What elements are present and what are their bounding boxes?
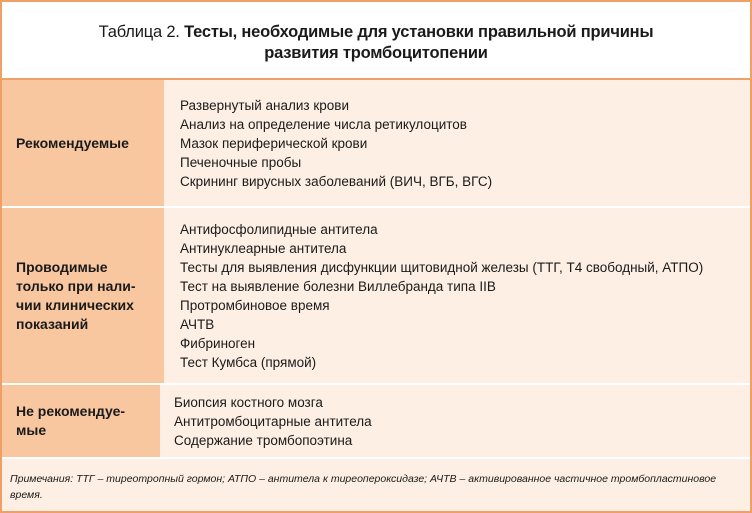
label-line: показаний (16, 315, 89, 332)
list-item: Печеночные пробы (180, 154, 302, 170)
row-items (164, 208, 750, 383)
list-item: Развернутый анализ крови (180, 97, 349, 113)
list-item: Фибриноген (180, 335, 256, 351)
row-label-text (16, 258, 136, 334)
row-label-text (16, 402, 125, 440)
list-item: Биопсия костного мозга (174, 394, 323, 410)
row-items (164, 80, 750, 206)
label-line: чии клинических (16, 296, 134, 313)
table-title (2, 2, 750, 80)
label-line: только при нали- (16, 277, 136, 294)
label-line: Не рекомендуе- (16, 403, 126, 419)
list-item: Содержание тромбопоэтина (174, 432, 353, 448)
row-label (2, 80, 164, 206)
list-item: Анализ на определение числа ретикулоцитов (180, 116, 467, 132)
label-line: мые (16, 422, 47, 438)
list-item: Протромбиновое время (180, 297, 330, 313)
table-number: Таблица 2. (98, 23, 180, 41)
table-notes: Примечания: ТТГ – тиреотропный гормон; АТПО – антитела к тиреопероксидазе; АЧТВ – активированное частичное тромбопластиновое время. (2, 459, 750, 511)
row-label (2, 385, 160, 457)
list-item: Антитромбоцитарные антитела (174, 413, 372, 429)
list-item: Тест на выявление болезни Виллебранда типа IIB (180, 278, 496, 294)
row-label (2, 208, 164, 383)
list-item: Мазок периферической крови (180, 135, 368, 151)
table-row-conditional (2, 208, 750, 385)
row-label-text: Рекомендуемые (16, 134, 129, 151)
list-item: Скрининг вирусных заболеваний (ВИЧ, ВГБ, ВГС) (180, 173, 493, 189)
title-line-2: развития тромбоцитопении (264, 44, 488, 62)
list-item: Антинуклеарные антитела (180, 240, 347, 256)
title-line-1: Тесты, необходимые для установки правильной причины (184, 23, 654, 41)
list-item: АЧТВ (180, 316, 215, 332)
row-items (160, 385, 750, 457)
table-row-recommended (2, 80, 750, 208)
list-item: Тесты для выявления дисфункции щитовидной железы (ТТГ, Т4 свободный, АТПО) (180, 259, 704, 275)
list-item: Тест Кумбса (прямой) (180, 354, 317, 370)
table-row-not-recommended (2, 385, 750, 459)
list-item: Антифосфолипидные антитела (180, 221, 378, 237)
label-line: Проводимые (16, 258, 108, 275)
